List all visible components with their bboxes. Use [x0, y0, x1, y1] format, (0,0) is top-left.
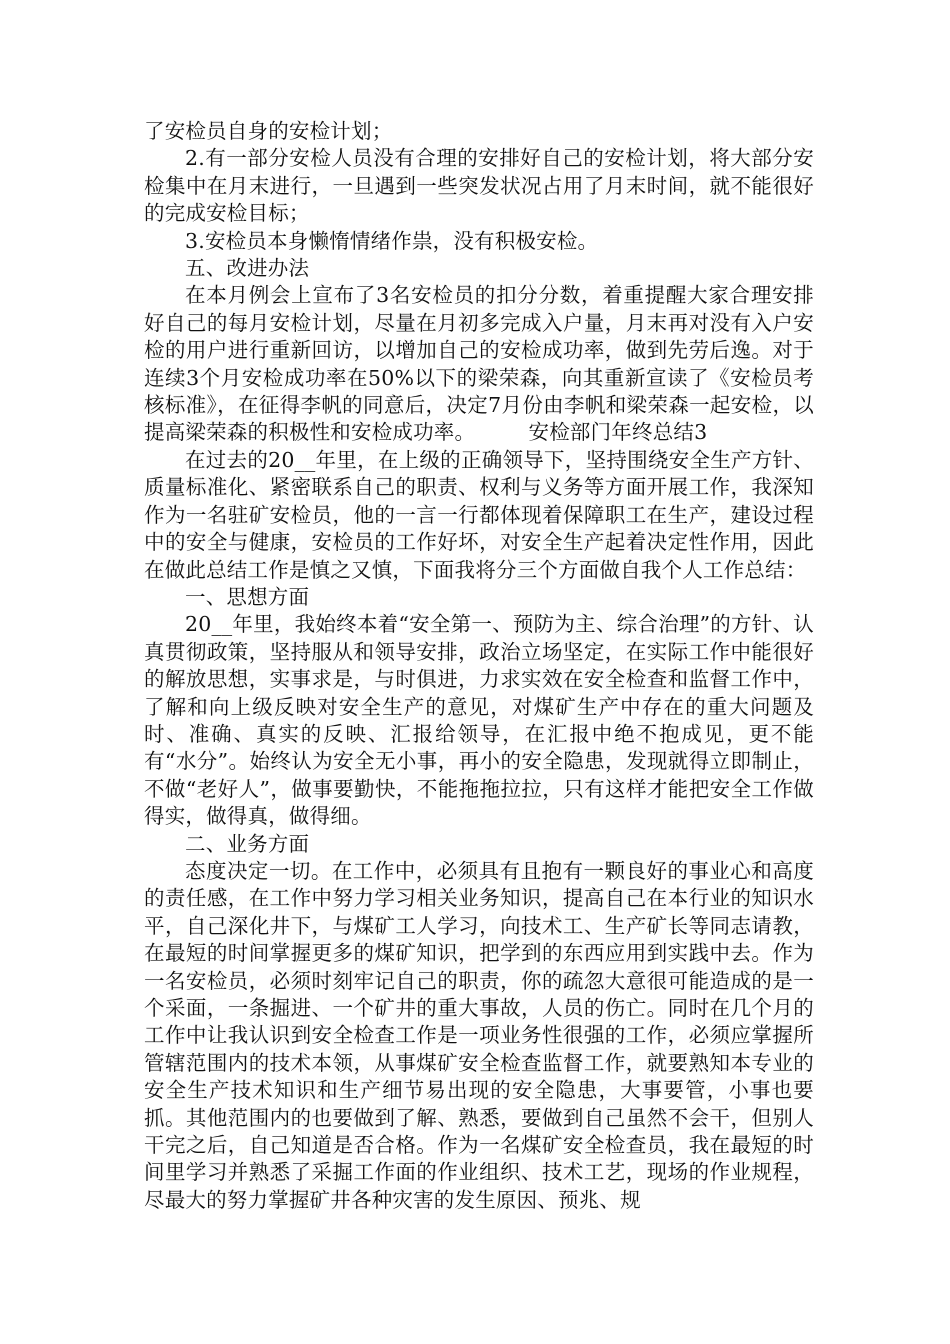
document-title-3: 安检部门年终总结3 [528, 420, 708, 445]
paragraph-1: 了安检员自身的安检计划； [144, 119, 393, 143]
paragraph-3: 3.安检员本身懒惰情绪作祟，没有积极安检。 [185, 228, 599, 253]
paragraph-6: 20__年里，我始终本着“安全第一、预防为主、综合治理”的方针、认真贯彻政策，坚持服从和领导安排，政治立场坚定，在实际工作中能很好的解放思想，实事求是，与时俱进，力求实效在安全检查和监督工作中，了解和向上级反映对安全生产的意见，对煤矿生产中存在的重大问题及时、准确、真实的反映、汇报给领导，在汇报中绝不抱成见，更不能有“水分”。始终认为安全无小事，再小的安全隐患，发现就得立即制止，不做“老好人”，做事要勤快，不能拖拖拉拉，只有这样才能把安全工作做得实，做得真，做得细。 [144, 612, 814, 829]
paragraph-7: 态度决定一切。在工作中，必须具有且抱有一颗良好的事业心和高度的责任感，在工作中努力学习相关业务知识，提高自己在本行业的知识水平，自己深化井下，与煤矿工人学习，向技术工、生产矿长等同志请教，在最短的时间掌握更多的煤矿知识，把学到的东西应用到实践中去。作为一名安检员，必须时刻牢记自己的职责，你的疏忽大意很可能造成的是一个采面，一条掘进、一个矿井的重大事故，人员的伤亡。同时在几个月的工作中让我认识到安全检查工作是一项业务性很强的工作，必须应掌握所管辖范围内的技术本领，从事煤矿安全检查监督工作，就要熟知本专业的安全生产技术知识和生产细节易出现的安全隐患，大事要管，小事也要抓。其他范围内的也要做到了解、熟悉，要做到自己虽然不会干，但别人干完之后，自己知道是否合格。作为一名煤矿安全检查员，我在最短的时间里学习并熟悉了采掘工作面的作业组织、技术工艺，现场的作业规程，尽最大的努力掌握矿井各种灾害的发生原因、预兆、规 [144, 858, 814, 1212]
paragraph-2: 2.有一部分安检人员没有合理的安排好自己的安检计划，将大部分安检集中在月末进行，一旦遇到一些突发状况占用了月末时间，就不能很好的完成安检目标； [144, 146, 814, 226]
paragraph-5: 在过去的20__年里，在上级的正确领导下，坚持围绕安全生产方针、质量标准化、紧密联系自己的职责、权利与义务等方面开展工作，我深知作为一名驻矿安检员，他的一言一行都体现着保障职工在生产，建设过程中的安全与健康，安检员的工作好坏，对安全生产起着决定性作用，因此在做此总结工作是慎之又慎，下面我将分三个方面做自我个人工作总结： [144, 447, 814, 582]
paragraph-4 [144, 282, 814, 446]
section-heading-improvement: 五、改进办法 [185, 256, 310, 281]
section-heading-business: 二、业务方面 [185, 831, 310, 856]
section-heading-thought: 一、思想方面 [185, 584, 310, 609]
paragraph-4-text: 在本月例会上宣布了3名安检员的扣分分数，着重提醒大家合理安排好自己的每月安检计划，尽量在月初多完成入户量，月末再对没有入户安检的用户进行重新回访，以增加自己的安检成功率，做到先劳后逸。对于连续3个月安检成功率在50%以下的梁荣森，向其重新宣读了《安检员考核标准》，在征得李帆的同意后，决定7月份由李帆和梁荣森一起安检，以提高梁荣森的积极性和安检成功率。 [144, 283, 814, 445]
document-body [144, 118, 814, 1214]
